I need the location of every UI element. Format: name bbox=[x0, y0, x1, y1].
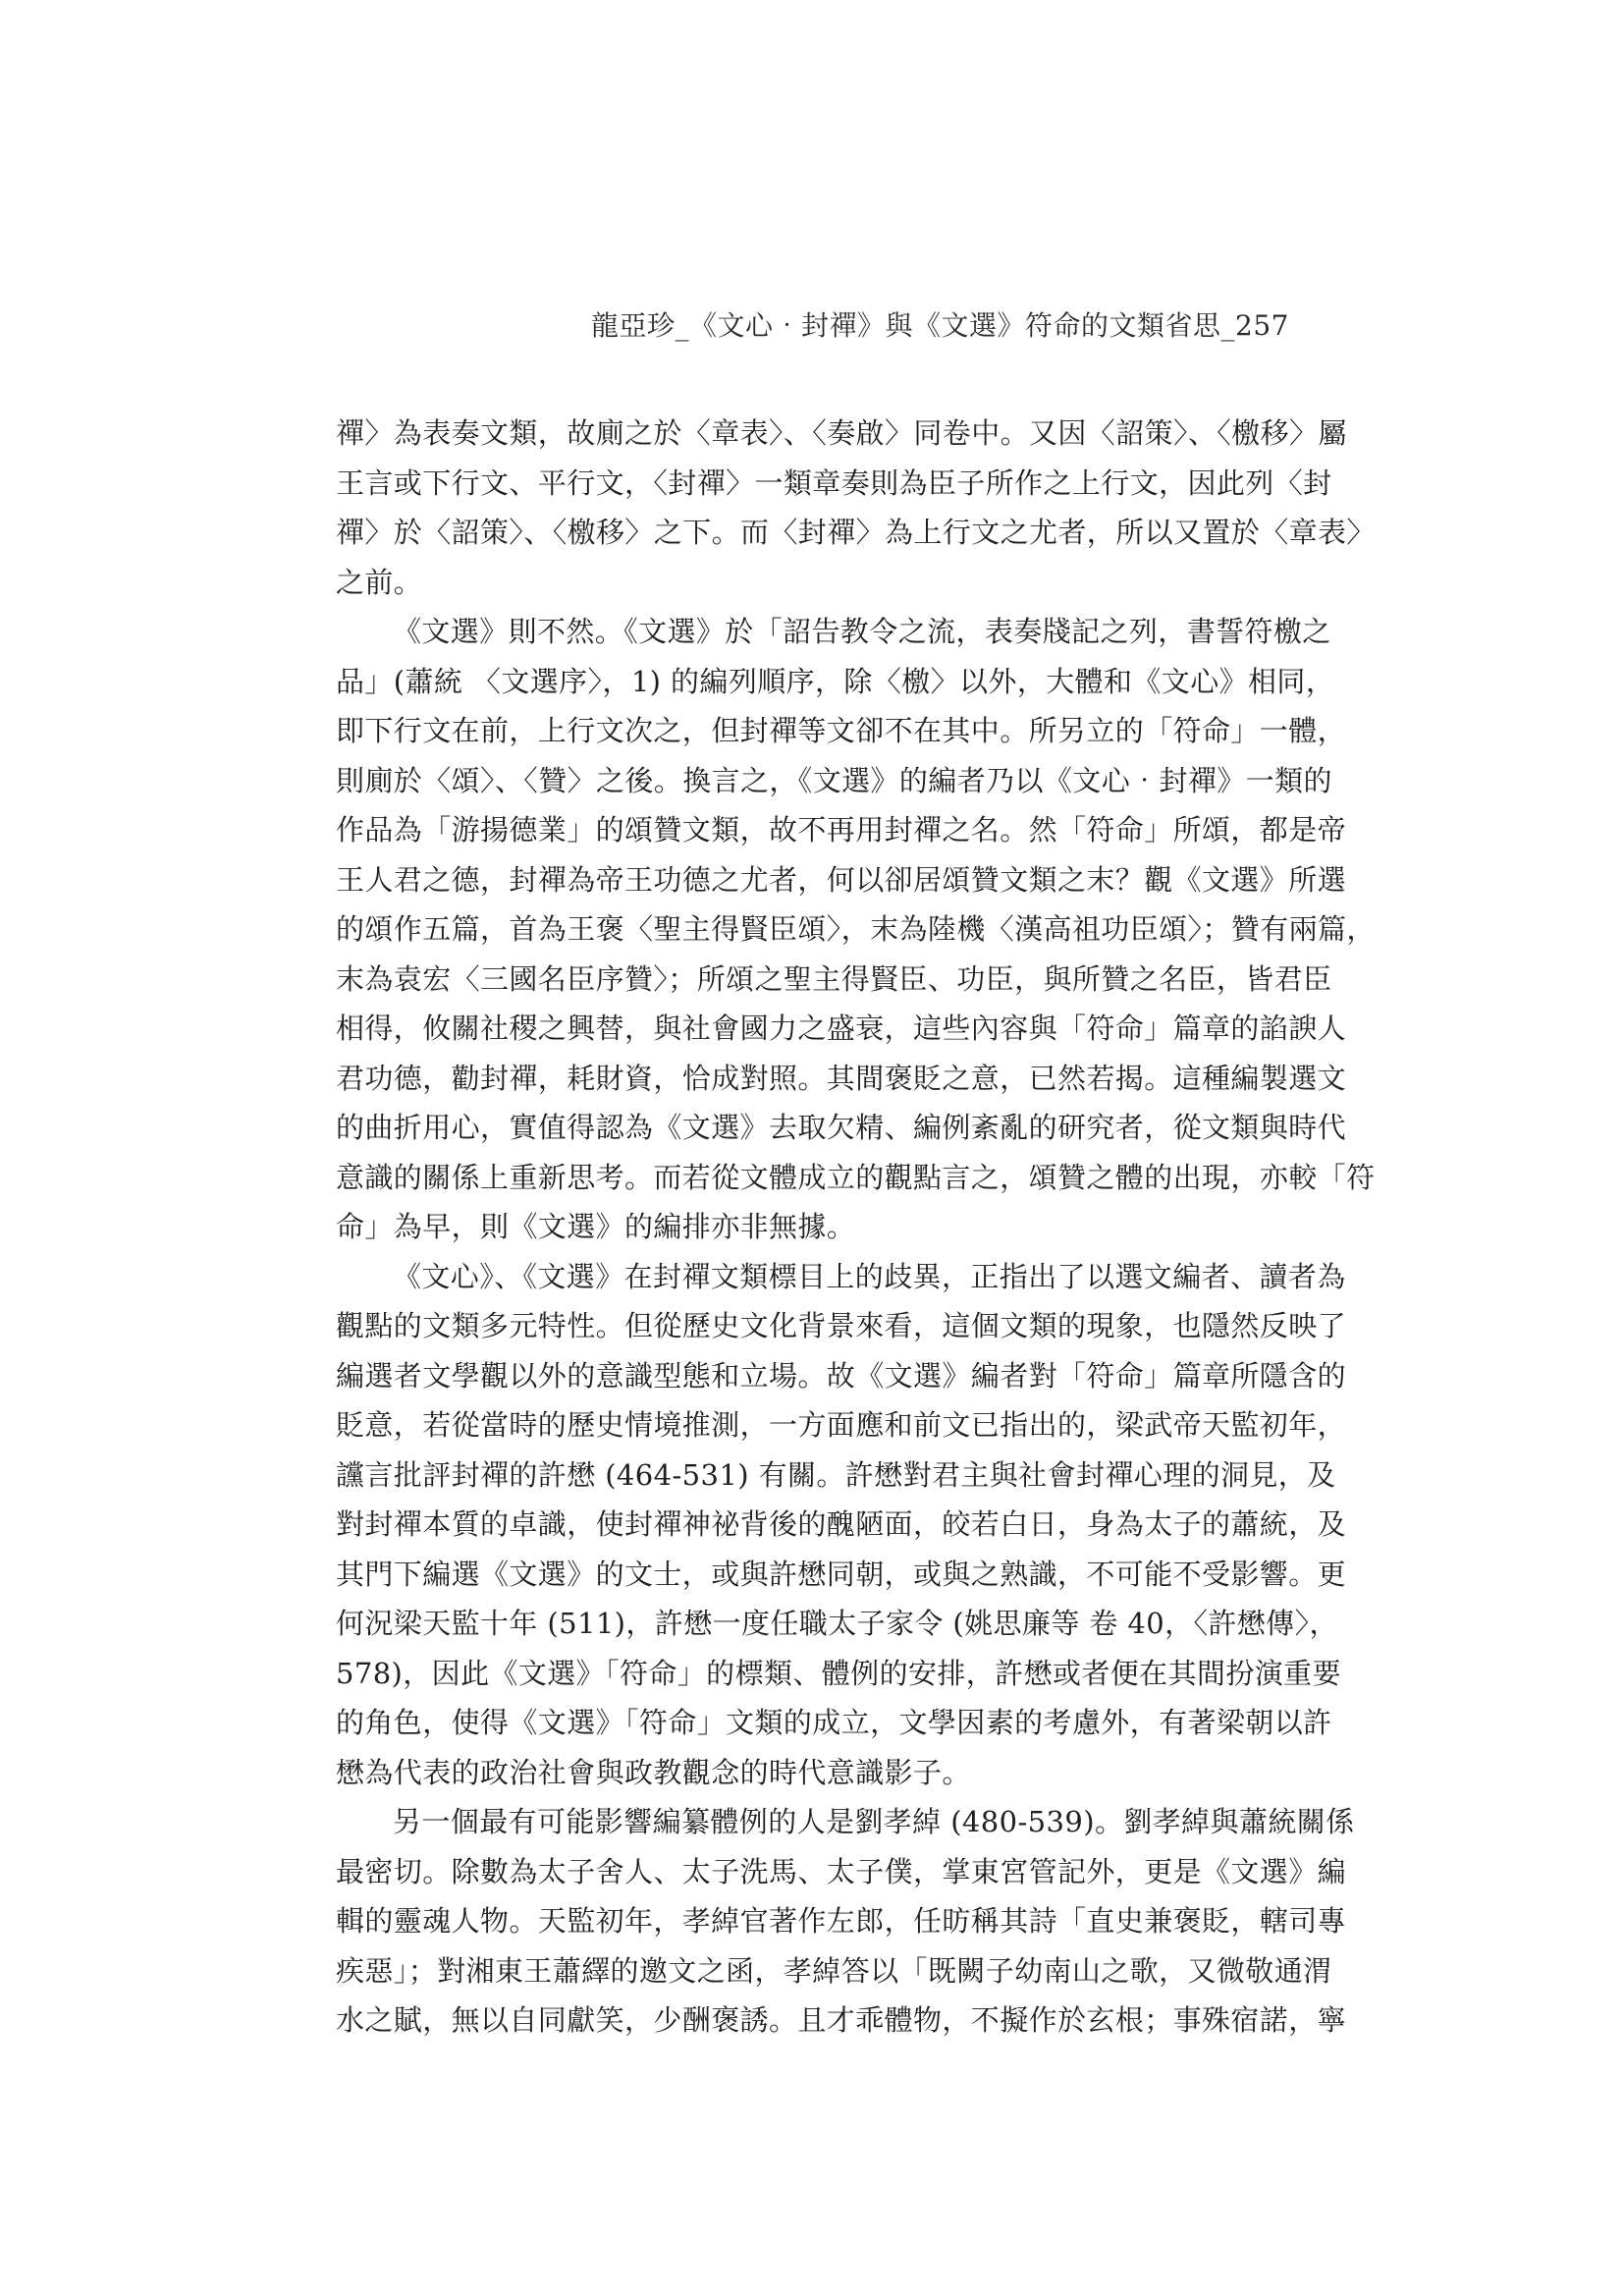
text-line: 懋為代表的政治社會與政教觀念的時代意識影子。 bbox=[336, 1755, 971, 1789]
text-line: 相得，攸關社稷之興替，與社會國力之盛衰，這些內容與「符命」篇章的諂諛人 bbox=[336, 1011, 1347, 1045]
text-line: 疾惡」；對湘東王蕭繹的邀文之函，孝綽答以「既闕子幼南山之歌，又微敬通渭 bbox=[336, 1953, 1332, 1988]
body-text bbox=[336, 409, 1376, 2046]
text-line: 的頌作五篇，首為王褒〈聖主得賢臣頌〉，末為陸機〈漢高祖功臣頌〉；贊有兩篇， bbox=[336, 912, 1376, 946]
text-line: 最密切。除數為太子舍人、太子洗馬、太子僕，掌東宮管記外，更是《文選》編 bbox=[336, 1854, 1347, 1888]
text-line: 即下行文在前，上行文次之，但封禪等文卻不在其中。所另立的「符命」一體， bbox=[336, 714, 1347, 747]
text-line: 何況梁天監十年 (511)，許懋一度任職太子家令 (姚思廉等 卷 40，〈許懋傳〉， bbox=[336, 1607, 1338, 1640]
text-line: 578)，因此《文選》「符命」的標類、體例的安排，許懋或者便在其間扮演重要 bbox=[336, 1656, 1341, 1690]
text-line: 編選者文學觀以外的意識型態和立場。故《文選》編者對「符命」篇章所隱含的 bbox=[336, 1358, 1347, 1393]
text-line: 輯的靈魂人物。天監初年，孝綽官著作左郎，任昉稱其詩「直史兼褒貶，轄司專 bbox=[336, 1904, 1347, 1938]
text-line: 命」為早，則《文選》的編排亦非無據。 bbox=[336, 1210, 856, 1243]
text-line: 則廁於〈頌〉、〈贊〉之後。換言之，《文選》的編者乃以《文心‧封禪》一類的 bbox=[336, 763, 1332, 797]
text-line: 意識的關係上重新思考。而若從文體成立的觀點言之，頌贊之體的出現，亦較「符 bbox=[336, 1160, 1376, 1194]
text-line: 末為袁宏〈三國名臣序贊〉；所頌之聖主得賢臣、功臣，與所贊之名臣，皆君臣 bbox=[336, 961, 1332, 996]
text-line: 水之賦，無以自同獻笑，少酬褒誘。且才乖體物，不擬作於玄根；事殊宿諾，寧 bbox=[336, 2003, 1347, 2037]
text-line: 貶意，若從當時的歷史情境推測，一方面應和前文已指出的，梁武帝天監初年， bbox=[336, 1408, 1347, 1442]
text-line: 對封禪本質的卓識，使封禪神祕背後的醜陋面，皎若白日，身為太子的蕭統，及 bbox=[336, 1507, 1347, 1541]
text-line: 王言或下行文、平行文，〈封禪〉一類章奏則為臣子所作之上行文，因此列〈封 bbox=[336, 465, 1332, 500]
text-line: 另一個最有可能影響編纂體例的人是劉孝綽 (480-539)。劉孝綽與蕭統關係 bbox=[393, 1805, 1355, 1838]
text-line: 之前。 bbox=[336, 565, 423, 599]
running-head: 龍亞珍_《文心‧封禪》與《文選》符命的文類省思_257 bbox=[591, 309, 1289, 342]
text-line: 君功德，勸封禪，耗財資，恰成對照。其間褒貶之意，已然若揭。這種編製選文 bbox=[336, 1061, 1347, 1095]
text-line: 觀點的文類多元特性。但從歷史文化背景來看，這個文類的現象，也隱然反映了 bbox=[336, 1309, 1347, 1342]
text-line: 禪〉為表奏文類，故廁之於〈章表〉、〈奏啟〉同卷中。又因〈詔策〉、〈檄移〉屬 bbox=[336, 416, 1347, 450]
text-line: 作品為「游揚德業」的頌贊文類，故不再用封禪之名。然「符命」所頌，都是帝 bbox=[336, 813, 1347, 847]
text-line: 禪〉於〈詔策〉、〈檄移〉之下。而〈封禪〉為上行文之尤者，所以又置於〈章表〉 bbox=[336, 516, 1376, 549]
text-line: 的曲折用心，實值得認為《文選》去取欠精、編例紊亂的研究者，從文類與時代 bbox=[336, 1111, 1347, 1144]
text-line: 其門下編選《文選》的文士，或與許懋同朝，或與之熟識，不可能不受影響。更 bbox=[336, 1557, 1347, 1591]
text-line: 的角色，使得《文選》「符命」文類的成立，文學因素的考慮外，有著梁朝以許 bbox=[336, 1706, 1332, 1739]
text-line: 《文選》則不然。《文選》於「詔告教令之流，表奏牋記之列，書誓符檄之 bbox=[393, 615, 1331, 648]
text-line: 王人君之德，封禪為帝王功德之尤者，何以卻居頌贊文類之末？觀《文選》所選 bbox=[336, 862, 1347, 897]
text-line: 品」(蕭統 〈文選序〉，1) 的編列順序，除〈檄〉以外，大體和《文心》相同， bbox=[336, 664, 1335, 698]
text-line: 《文心》、《文選》在封禪文類標目上的歧異，正指出了以選文編者、讀者為 bbox=[393, 1259, 1346, 1293]
text-line: 讜言批評封禪的許懋 (464-531) 有關。許懋對君主與社會封禪心理的洞見，及 bbox=[336, 1457, 1336, 1492]
